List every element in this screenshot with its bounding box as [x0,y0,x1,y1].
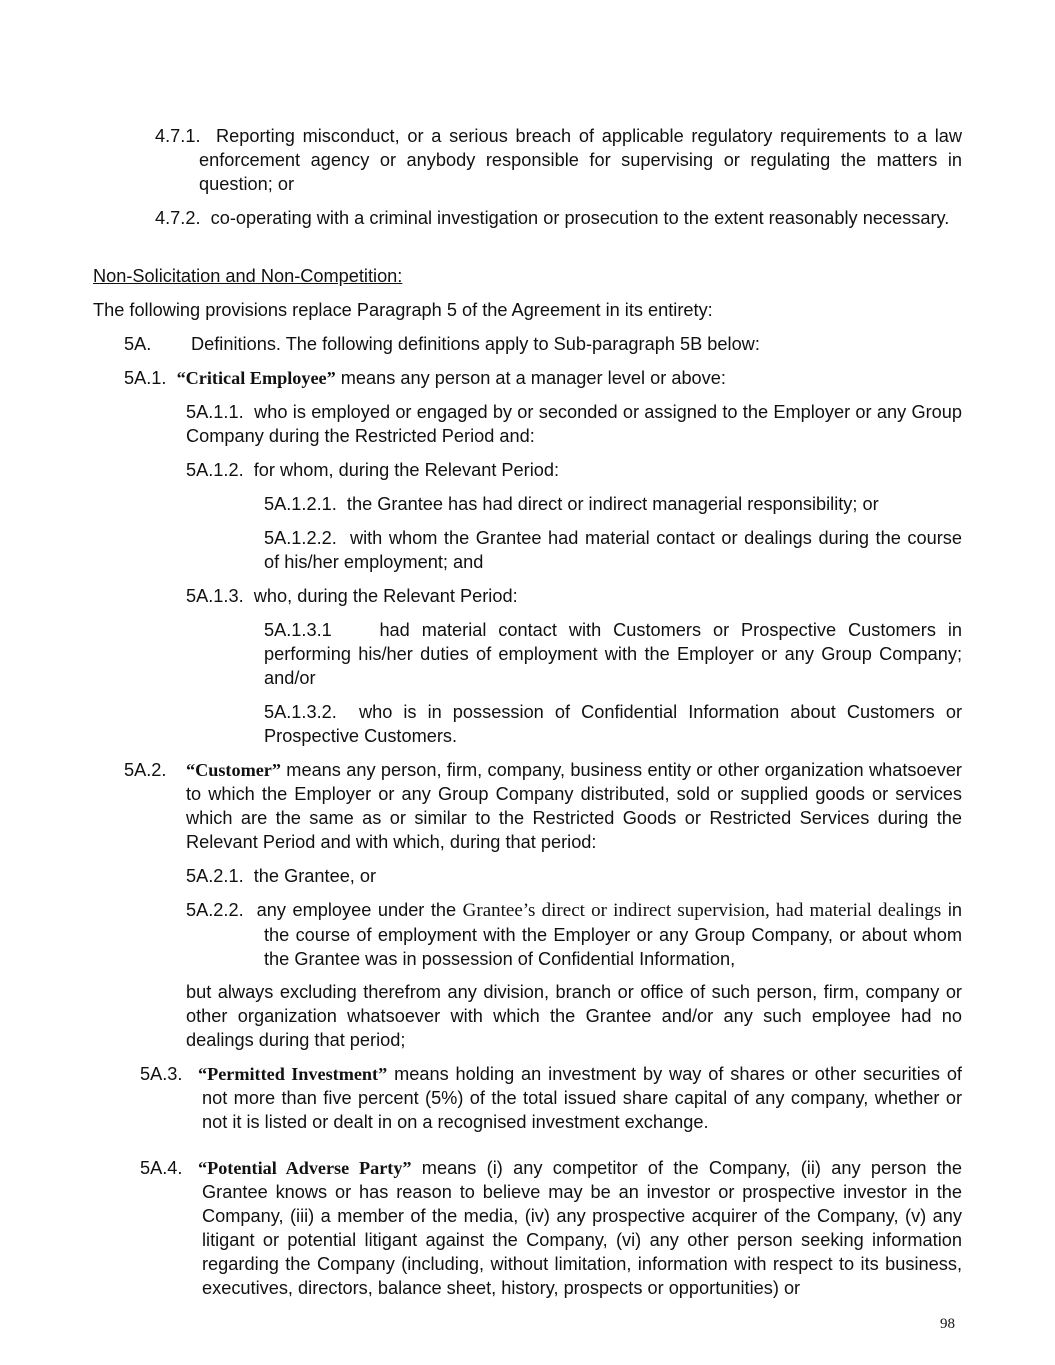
clause-5A-1-2-1 [264,492,962,516]
clause-text: who is employed or engaged by or seconded or assigned to the Employer or any Group Company during the Restricted Period and: [186,402,962,446]
clause-text-a: any employee under the [256,900,463,920]
clause-5A-1-2-2 [264,526,962,574]
clause-5A-1-3-2 [264,700,962,748]
clause-number: 5A.4. [140,1158,183,1178]
clause-text: co-operating with a criminal investigation or prosecution to the extent reasonably necessary. [210,208,950,228]
clause-text: with whom the Grantee had material contact or dealings during the course of his/her employment; and [264,528,962,572]
clause-number: 5A. [124,334,152,354]
clause-text: who is in possession of Confidential Information about Customers or Prospective Customers. [264,702,963,746]
defined-term: “Potential Adverse Party” [198,1158,412,1178]
clause-number: 5A.2.1. [186,866,244,886]
defined-term: “Customer” [186,760,281,780]
page-number: 98 [940,1316,955,1332]
clause-5A-1-3 [186,584,962,608]
clause-text: Reporting misconduct, or a serious breach of applicable regulatory requirements to a law enforcement agency or anybody responsible for supervising or regulating the matters in question; or [199,126,962,194]
clause-number: 5A.1.1. [186,402,244,422]
defined-term: “Critical Employee” [176,368,336,388]
clause-text-b: in the course of employment with the Employer or any Group Company, or about whom the Grantee was in possession of Confidential Information, [264,900,962,969]
clause-text: had material contact with Customers or Prospective Customers in performing his/her duties of employment with the Employer or any Group Company; and/or [264,620,962,688]
clause-number: 4.7.2. [155,208,201,228]
clause-text: Definitions. The following definitions apply to Sub-paragraph 5B below: [191,334,760,354]
defined-term: “Permitted Investment” [198,1064,388,1084]
clause-number: 5A.1.3.2. [264,702,337,722]
clause-5A-1-3-1 [264,618,962,690]
clause-number: 5A.1.2. [186,460,244,480]
clause-5A-2-tail: but always excluding therefrom any division, branch or office of such person, firm, company or other organization whatsoever with which the Grantee and/or any such employee had no dealings during that period; [186,982,962,1050]
clause-5A-2-1 [186,864,962,888]
clause-5A-2-2 [186,898,962,971]
clause-number: 5A.3. [140,1064,183,1084]
clause-number: 5A.1.2.2. [264,528,337,548]
clause-5A-3 [140,1062,962,1134]
clause-text: for whom, during the Relevant Period: [253,460,560,480]
clause-number: 5A.1.3.1 [264,620,332,640]
clause-5A-4 [140,1156,963,1300]
clause-5A-1-2 [186,458,962,482]
clause-number: 4.7.1. [155,126,201,146]
clause-text: means holding an investment by way of shares or other securities of not more than five percent (5%) of the total issued share capital of any company, whether or not it is listed or dealt in on a recognised investment exchange. [202,1064,962,1132]
clause-text: means any person at a manager level or above: [335,368,726,388]
clause-number: 5A.2.2. [186,900,244,920]
clause-5A [124,332,962,356]
clause-number: 5A.2. [124,760,167,780]
clause-number: 5A.1.3. [186,586,244,606]
clause-text: means (i) any competitor of the Company, (ii) any person the Grantee knows or has reason to believe may be an investor or prospective investor in the Company, (iii) a member of the media, (iv) any prospective acquirer of the Company, (v) any litigant or potential litigant against the Company, (vi) any other person seeking information regarding the Company (including, without limitation, information with respect to its business, executives, directors, balance sheet, history, prospects or opportunities) or [202,1158,963,1298]
clause-5A-2 [124,758,962,854]
clause-text: who, during the Relevant Period: [253,586,518,606]
clause-4-7-1 [155,124,962,196]
intro-text: The following provisions replace Paragraph 5 of the Agreement in its entirety: [93,300,713,320]
clause-text-serif: Grantee’s direct or indirect supervision, had material dealings [462,900,942,921]
clause-5A-1-1 [186,400,962,448]
clause-number: 5A.1. [124,368,167,388]
clause-text: the Grantee has had direct or indirect managerial responsibility; or [346,494,879,514]
clause-4-7-2 [155,206,962,230]
section-heading: Non-Solicitation and Non-Competition: [93,266,403,286]
clause-text: the Grantee, or [253,866,377,886]
clause-text: means any person, firm, company, business entity or other organization whatsoever to which the Employer or any Group Company distributed, sold or supplied goods or services which are the same as or similar to the Restricted Goods or Restricted Services during the Relevant Period and with which, during that period: [186,760,962,852]
clause-5A-1 [124,366,962,390]
clause-number: 5A.1.2.1. [264,494,337,514]
